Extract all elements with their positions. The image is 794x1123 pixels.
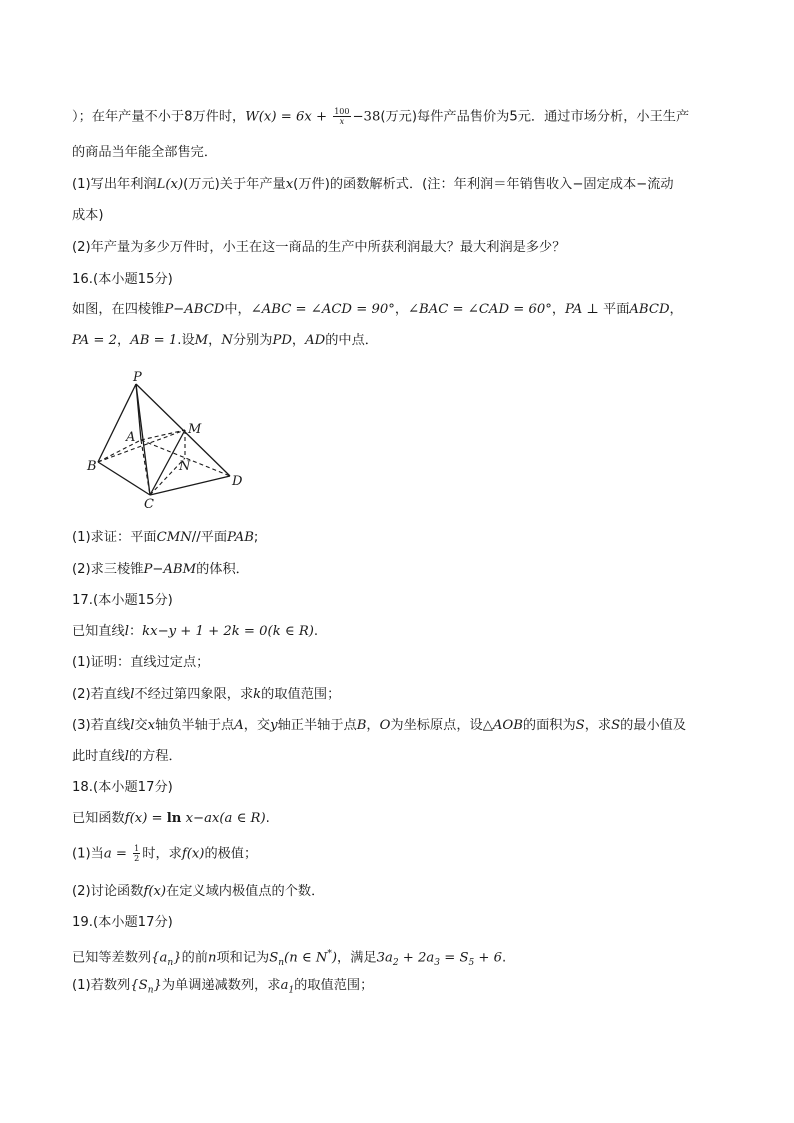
text-line-18: 已知函数f(x) = ln x−ax(a ∈ R). <box>72 811 270 826</box>
text-line-5: (2)年产量为多少万件时，小王在这一商品的生产中所获利润最大？最大利润是多少？ <box>72 240 566 255</box>
label-B: B <box>87 459 97 474</box>
problem-17-header: 17.(本小题15分) <box>72 593 173 608</box>
text-line-19: (1)当a = $\frac{1}{2}$ 时，求f(x)的极值； <box>72 844 258 863</box>
edge-PA <box>136 384 141 440</box>
text-line-13: (1)证明：直线过定点； <box>72 655 210 670</box>
text-line-22: 已知等差数列$\{a_n\}$的前n项和记为$S_n(n$ ∈ N*)，满足$3a_2 + 2a_3 = S_5 + 6$. <box>72 949 507 969</box>
edge-CD <box>150 476 230 495</box>
text-line-16: 此时直线l的方程． <box>72 749 182 764</box>
label-A: A <box>126 430 136 445</box>
dashed-edge-AM <box>141 430 185 440</box>
fraction-one-half: $\frac{1}{2}$ <box>134 844 140 863</box>
label-C: C <box>144 497 154 512</box>
text-line-3: (1)写出年利润L(x)(万元)关于年产量x(万件)的函数解析式．(注：年利润＝年销售收入−固定成本−流动 <box>72 177 674 192</box>
problem-18-header: 18.(本小题17分) <box>72 780 173 795</box>
edge-BC <box>98 462 150 495</box>
text-line-15: (3)若直线l交x轴负半轴于点A，交y轴正半轴于点B，O为坐标原点，设△AOB的面积为S，求S的最小值及 <box>72 718 687 733</box>
text-line-1: ）；在年产量不小于8万件时，W(x) = 6x + $\frac{100}{x}$ −38(万元)每件产品售价为5元．通过市场分析，小王生产 <box>72 107 690 126</box>
text-line-23: (1)若数列$\{S_n\}$为单调递减数列，求$a_1$的取值范围； <box>72 978 374 996</box>
text-line-14: (2)若直线l不经过第四象限，求k的取值范围； <box>72 687 341 702</box>
text-line-12: 已知直线l：kx−y + 1 + 2k = 0(k ∈ R). <box>72 624 319 639</box>
text-line-4: 成本) <box>72 208 104 223</box>
edge-PB <box>98 384 136 462</box>
label-P: P <box>133 370 142 385</box>
fraction-100-over-x: $\frac{100}{x}$ <box>334 107 350 126</box>
text-line-20: (2)讨论函数f(x)在定义域内极值点的个数． <box>72 884 325 899</box>
text-line-9: (1)求证：平面CMN//平面PAB; <box>72 530 259 545</box>
label-M: M <box>188 422 202 437</box>
problem-16-header: 16.(本小题15分) <box>72 272 173 287</box>
text-line-10: (2)求三棱锥P−ABM的体积． <box>72 562 249 577</box>
pyramid-figure <box>84 368 264 513</box>
text-line-7: 如图，在四棱锥P−ABCD中，∠ABC = ∠ACD = 90°，∠BAC = ∠CAD = 60°，PA ⊥ 平面ABCD， <box>72 302 683 317</box>
problem-19-header: 19.(本小题17分) <box>72 915 173 930</box>
label-N: N <box>179 459 191 474</box>
label-D: D <box>232 474 243 489</box>
text-line-2: 的商品当年能全部售完． <box>72 145 218 160</box>
text-line-8: PA = 2，AB = 1.设M，N分别为PD，AD的中点． <box>72 333 378 348</box>
